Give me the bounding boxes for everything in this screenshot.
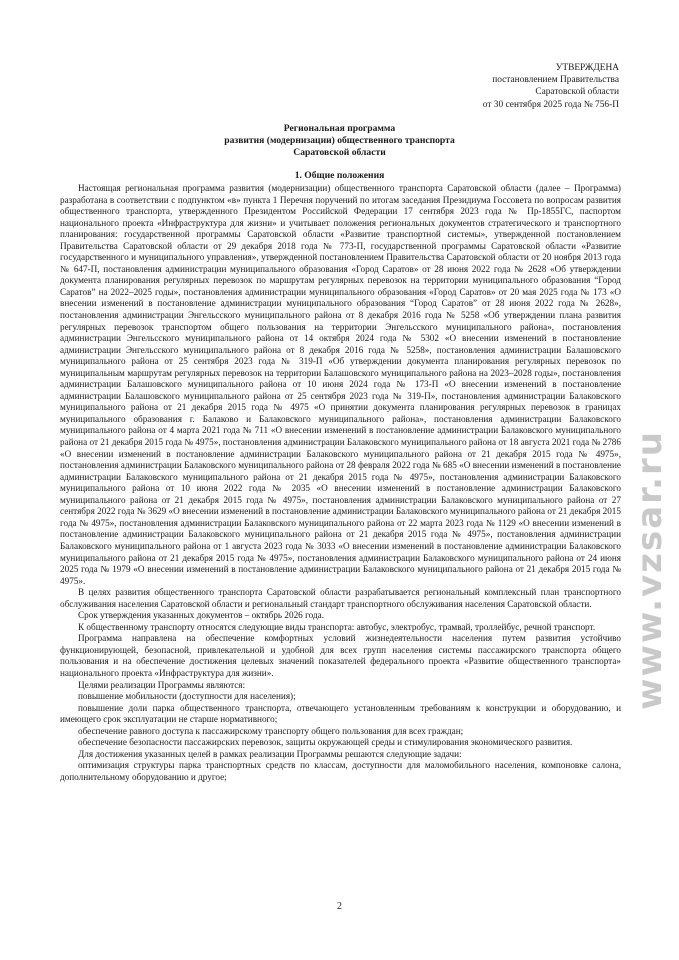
paragraph: обеспечение безопасности пассажирских перевозок, защиты окружающей среды и стимулирования экономического развития. [78,737,573,748]
title-line: Саратовской области [293,147,386,159]
title-line: Региональная программа [283,123,396,134]
paragraph: Настоящая региональная программа развития (модернизации) общественного транспорта Саратовской области (далее – Программа) разработана в соответствии с подпунктом «в» пункта 1 Перечня поручений по итогам заседания Президиума Госсовета по вопросам развития общественного транспорта, утвержденного Президентом Российской Федерации 17 сентября 2023 года № Пр-1855ГС, паспортом национального проекта «Инфраструктура для жизни» и учитывает положения региональных документов стратегического и транспортного планирования: государственной программы Саратовской области «Развитие транспортной системы», утвержденной постановлением Правительства Саратовской области от 29 декабря 2018 года № 773-П, государственной программы Саратовской области «Развитие государственного и муниципального управления», утвержденной постановлением Правительства Саратовской области от 20 ноября 2013 года № 647-П, постановления администрации муниципального образования «Город Саратов» от 28 июня 2022 года № 2628 «Об утверждении документа планирования регулярных перевозок по маршрутам регулярных перевозок на территории муниципального образования “Город Саратов” на 2022–2025 годы», постановления администрации муниципального образования «Город Саратов» от 20 мая 2025 года № 173 «О внесении изменений в постановление администрации муниципального образования “Город Саратов” от 28 июня 2022 года № 2628», постановления администрации Энгельсского муниципального района от 8 декабря 2016 года № 5258 «Об утверждении плана развития регулярных перевозок транспортом общего пользования на территории Энгельсского муниципального района», постановления администрации Энгельсского муниципального района от 14 октября 2024 года № 5302 «О внесении изменений в постановление администрации Энгельсского муниципального района от 8 декабря 2016 года № 5258», постановления администрации Балашовского муниципального района от 25 сентября 2023 года № 319-П «Об утверждении документа планирования регулярных перевозок по муниципальным маршрутам регулярных перевозок на территории Балашовского муниципального района на 2023–2028 годы», постановления администрации Балашовского муниципального района от 10 июня 2024 года № 173-П «О внесении изменений в постановление администрации Балашовского муниципального района от 25 сентября 2023 года № 319-П», постановления администрации Балаковского муниципального района от 21 декабря 2015 года № 4975 «О принятии документа планирования регулярных перевозок в границах муниципального образования г. Балаково и Балаковского муниципального района», постановления администрации Балаковского муниципального района от 4 марта 2021 года № 711 «О внесении изменений в постановление администрации Балаковского муниципального района от 21 декабря 2015 года № 4975», постановления администрации Балаковского муниципального района от 18 августа 2021 года № 2786 «О внесении изменений в постановление администрации Балаковского муниципального района от 21 декабря 2015 года № 4975», постановления администрации Балаковского муниципального района от 28 февраля 2022 года № 685 «О внесении изменений в постановление администрации Балаковского муниципального района от 21 декабря 2015 года № 4975», постановления администрации Балаковского муниципального района от 10 июня 2022 года № 2035 «О внесении изменений в постановление администрации Балаковского муниципального района от 21 декабря 2015 года № 4975», постановления администрации Балаковского муниципального района от 27 сентября 2022 года № 3629 «О внесении изменений в постановление администрации Балаковского муниципального района от 21 декабря 2015 года № 4975», постановления администрации Балаковского муниципального района от 22 марта 2023 года № 1129 «О внесении изменений в постановление администрации Балаковского муниципального района от 21 декабря 2015 года № 4975», постановления администрации Балаковского муниципального района от 1 августа 2023 года № 3033 «О внесении изменений в постановление администрации Балаковского муниципального района от 21 декабря 2015 года № 4975», постановления администрации Балаковского муниципального района от 24 июня 2025 года № 1979 «О внесении изменений в постановление администрации Балаковского муниципального района от 21 декабря 2015 года № 4975». [60,183,621,586]
paragraph: Целями реализации Программы являются: [78,679,246,690]
paragraph: К общественному транспорту относятся следующие виды транспорта: автобус, электробус, трамвай, троллейбус, речной транспорт. [78,621,596,632]
section-heading: 1. Общие положения [294,170,385,181]
approval-stamp [483,62,619,111]
paragraph: В целях развития общественного транспорта Саратовской области разрабатывается региональный комплексный план транспортного обслуживания населения Саратовской области и региональный стандарт транспортного обслуживания населения Саратовской области. [60,587,621,609]
paragraph: повышение мобильности (доступности для населения); [78,691,296,702]
approval-line: УТВЕРЖДЕНА [555,63,619,73]
paragraph: оптимизация структуры парка транспортных средств по классам, доступности для маломобильного населения, компоновке салона, дополнительному оборудованию и другое; [60,760,621,782]
document-title [60,123,619,160]
body-text [60,183,621,783]
page-number: 2 [337,901,342,912]
approval-line: от 30 сентября 2025 года № 756-П [482,99,619,110]
approval-line: Саратовской области [535,87,619,98]
approval-line: постановлением Правительства [492,75,619,86]
title-line: развития (модернизации) общественного транспорта [224,135,455,147]
paragraph: Программа направлена на обеспечение комфортных условий жизнедеятельности населения путем развития устойчиво функционирующей, безопасной, привлекательной и удобной для всех групп населения системы пассажирского транспорта общего пользования и на обеспечение достижения целевых значений показателей федерального проекта «Развитие общественного транспорта» национального проекта «Инфраструктура для жизни». [60,633,621,678]
paragraph: обеспечение равного доступа к пассажирскому транспорту общего пользования для всех граждан; [78,725,464,736]
watermark: www.vzsar.ru [630,430,670,710]
paragraph: Срок утверждения указанных документов – октябрь 2026 года. [78,610,324,621]
paragraph: повышение доли парка общественного транспорта, отвечающего установленным требованиям к конструкции и оборудованию, и имеющего срок эксплуатации не старше нормативного; [60,702,621,725]
paragraph: Для достижения указанных целей в рамках реализации Программы решаются следующие задачи: [78,748,462,759]
